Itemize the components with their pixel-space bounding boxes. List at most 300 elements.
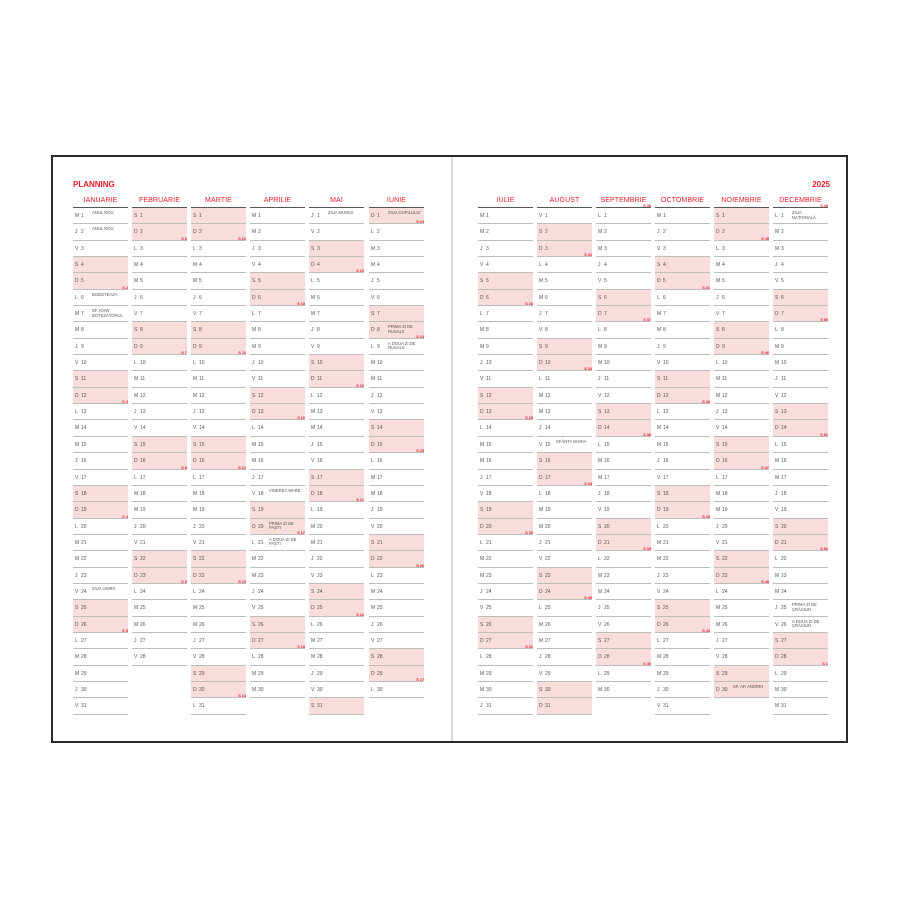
day-row[interactable] [714, 437, 769, 453]
day-row[interactable] [369, 257, 424, 273]
day-row[interactable] [596, 584, 651, 600]
day-row[interactable] [596, 568, 651, 584]
day-row[interactable] [73, 698, 128, 714]
day-row[interactable] [250, 551, 305, 567]
day-row[interactable] [250, 453, 305, 469]
day-row[interactable] [191, 388, 246, 404]
day-row[interactable] [132, 388, 187, 404]
day-row[interactable] [537, 253, 592, 273]
day-row[interactable] [596, 355, 651, 371]
day-row[interactable] [537, 388, 592, 404]
day-row[interactable] [309, 241, 364, 257]
day-row[interactable] [478, 302, 533, 322]
day-row[interactable] [596, 519, 651, 535]
day-row[interactable] [191, 666, 246, 682]
day-row[interactable] [537, 437, 592, 453]
day-row[interactable] [596, 241, 651, 257]
day-row[interactable] [73, 502, 128, 518]
day-row[interactable] [132, 551, 187, 567]
day-row[interactable] [369, 220, 424, 240]
day-row[interactable] [596, 224, 651, 240]
day-row[interactable] [73, 224, 128, 240]
day-row[interactable] [191, 208, 246, 224]
day-row[interactable] [655, 241, 710, 257]
day-row[interactable] [132, 633, 187, 649]
day-row[interactable] [655, 453, 710, 469]
day-row[interactable] [132, 371, 187, 387]
day-row[interactable] [250, 666, 305, 682]
day-row[interactable] [191, 322, 246, 338]
day-row[interactable] [73, 257, 128, 273]
day-row[interactable] [250, 502, 305, 518]
day-row[interactable] [250, 568, 305, 584]
day-row[interactable] [478, 322, 533, 338]
day-row[interactable] [537, 649, 592, 665]
day-row[interactable] [191, 371, 246, 387]
day-row[interactable] [369, 600, 424, 616]
day-row[interactable] [537, 551, 592, 567]
day-row[interactable] [596, 339, 651, 355]
day-row[interactable] [773, 290, 828, 306]
day-row[interactable] [191, 649, 246, 665]
day-row[interactable] [309, 339, 364, 355]
day-row[interactable] [714, 649, 769, 665]
day-row[interactable] [773, 204, 828, 224]
day-row[interactable] [369, 502, 424, 518]
day-row[interactable] [250, 339, 305, 355]
day-row[interactable] [191, 236, 246, 257]
day-row[interactable] [309, 551, 364, 567]
day-row[interactable] [773, 453, 828, 469]
day-row[interactable] [478, 568, 533, 584]
day-row[interactable] [773, 404, 828, 420]
day-row[interactable] [773, 617, 828, 633]
day-row[interactable] [714, 682, 769, 698]
day-row[interactable] [714, 306, 769, 322]
day-row[interactable] [132, 420, 187, 436]
day-row[interactable] [250, 437, 305, 453]
day-row[interactable] [309, 404, 364, 420]
day-row[interactable] [309, 568, 364, 584]
day-row[interactable] [369, 617, 424, 633]
day-row[interactable] [250, 273, 305, 289]
day-row[interactable] [537, 666, 592, 682]
day-row[interactable] [596, 273, 651, 289]
day-row[interactable] [250, 645, 305, 665]
day-row[interactable] [596, 318, 651, 338]
day-row[interactable] [191, 502, 246, 518]
day-row[interactable] [714, 502, 769, 518]
day-row[interactable] [596, 600, 651, 616]
day-row[interactable] [537, 322, 592, 338]
day-row[interactable] [478, 224, 533, 240]
day-row[interactable] [537, 502, 592, 518]
day-row[interactable] [714, 388, 769, 404]
day-row[interactable] [478, 257, 533, 273]
day-row[interactable] [596, 682, 651, 698]
day-row[interactable] [714, 404, 769, 420]
day-row[interactable] [714, 600, 769, 616]
day-row[interactable] [309, 437, 364, 453]
day-row[interactable] [596, 257, 651, 273]
day-row[interactable] [250, 302, 305, 322]
day-row[interactable] [73, 600, 128, 616]
day-row[interactable] [369, 290, 424, 306]
day-row[interactable] [250, 257, 305, 273]
day-row[interactable] [773, 371, 828, 387]
day-row[interactable] [191, 257, 246, 273]
day-row[interactable] [478, 486, 533, 502]
day-row[interactable] [73, 568, 128, 584]
day-row[interactable] [309, 666, 364, 682]
day-row[interactable] [714, 420, 769, 436]
day-row[interactable] [773, 649, 828, 665]
day-row[interactable] [478, 453, 533, 469]
day-row[interactable] [655, 584, 710, 600]
day-row[interactable] [309, 453, 364, 469]
day-row[interactable] [655, 628, 710, 649]
day-row[interactable] [773, 682, 828, 698]
day-row[interactable] [369, 486, 424, 502]
day-row[interactable] [596, 290, 651, 306]
day-row[interactable] [73, 273, 128, 289]
day-row[interactable] [537, 306, 592, 322]
day-row[interactable] [478, 416, 533, 436]
day-row[interactable] [655, 682, 710, 698]
day-row[interactable] [773, 698, 828, 714]
day-row[interactable] [73, 355, 128, 371]
day-row[interactable] [369, 388, 424, 404]
day-row[interactable] [250, 470, 305, 486]
day-row[interactable] [596, 661, 651, 682]
day-row[interactable] [369, 649, 424, 665]
day-row[interactable] [714, 236, 769, 257]
day-row[interactable] [309, 355, 364, 371]
day-row[interactable] [191, 351, 246, 371]
day-row[interactable] [369, 470, 424, 486]
day-row[interactable] [596, 388, 651, 404]
day-row[interactable] [73, 306, 128, 322]
day-row[interactable] [478, 355, 533, 371]
day-row[interactable] [369, 306, 424, 322]
day-row[interactable] [73, 453, 128, 469]
day-row[interactable] [250, 224, 305, 240]
day-row[interactable] [73, 241, 128, 257]
day-row[interactable] [537, 404, 592, 420]
day-row[interactable] [596, 617, 651, 633]
day-row[interactable] [596, 633, 651, 649]
day-row[interactable] [655, 698, 710, 714]
day-row[interactable] [309, 649, 364, 665]
day-row[interactable] [478, 502, 533, 518]
day-row[interactable] [478, 530, 533, 551]
day-row[interactable] [773, 661, 828, 682]
day-row[interactable] [478, 470, 533, 486]
day-row[interactable] [714, 371, 769, 387]
day-row[interactable] [250, 322, 305, 338]
day-row[interactable] [369, 584, 424, 600]
day-row[interactable] [537, 682, 592, 698]
day-row[interactable] [655, 514, 710, 535]
day-row[interactable] [655, 285, 710, 306]
day-row[interactable] [309, 612, 364, 633]
day-row[interactable] [309, 698, 364, 714]
day-row[interactable] [250, 388, 305, 404]
day-row[interactable] [537, 420, 592, 436]
day-row[interactable] [132, 453, 187, 469]
day-row[interactable] [773, 502, 828, 518]
day-row[interactable] [309, 322, 364, 338]
day-row[interactable] [73, 617, 128, 633]
day-row[interactable] [773, 633, 828, 649]
day-row[interactable] [73, 339, 128, 355]
day-row[interactable] [714, 633, 769, 649]
day-row[interactable] [191, 551, 246, 567]
day-row[interactable] [73, 208, 128, 224]
day-row[interactable] [132, 208, 187, 224]
day-row[interactable] [309, 420, 364, 436]
day-row[interactable] [478, 698, 533, 714]
day-row[interactable] [309, 682, 364, 698]
day-row[interactable] [596, 432, 651, 453]
day-row[interactable] [773, 486, 828, 502]
day-row[interactable] [773, 318, 828, 338]
day-row[interactable] [250, 416, 305, 436]
day-row[interactable] [537, 339, 592, 355]
day-row[interactable] [132, 306, 187, 322]
day-row[interactable] [191, 600, 246, 616]
day-row[interactable] [309, 519, 364, 535]
day-row[interactable] [369, 677, 424, 698]
day-row[interactable] [714, 273, 769, 289]
day-row[interactable] [309, 208, 364, 224]
day-row[interactable] [250, 371, 305, 387]
day-row[interactable] [73, 420, 128, 436]
day-row[interactable] [369, 519, 424, 535]
day-row[interactable] [73, 470, 128, 486]
day-row[interactable] [73, 649, 128, 665]
day-row[interactable] [537, 568, 592, 584]
day-row[interactable] [309, 633, 364, 649]
day-row[interactable] [537, 208, 592, 224]
day-row[interactable] [250, 617, 305, 633]
day-row[interactable] [73, 584, 128, 600]
day-row[interactable] [655, 568, 710, 584]
day-row[interactable] [714, 666, 769, 682]
day-row[interactable] [537, 481, 592, 502]
day-row[interactable] [596, 502, 651, 518]
day-row[interactable] [478, 371, 533, 387]
day-row[interactable] [132, 465, 187, 486]
day-row[interactable] [478, 666, 533, 682]
day-row[interactable] [655, 551, 710, 567]
day-row[interactable] [655, 339, 710, 355]
day-row[interactable] [191, 306, 246, 322]
day-row[interactable] [250, 208, 305, 224]
day-row[interactable] [132, 579, 187, 600]
day-row[interactable] [478, 600, 533, 616]
day-row[interactable] [773, 584, 828, 600]
day-row[interactable] [773, 519, 828, 535]
day-row[interactable] [773, 257, 828, 273]
day-row[interactable] [773, 547, 828, 567]
day-row[interactable] [655, 400, 710, 420]
day-row[interactable] [73, 535, 128, 551]
day-row[interactable] [191, 535, 246, 551]
day-row[interactable] [537, 224, 592, 240]
day-row[interactable] [132, 257, 187, 273]
day-row[interactable] [73, 388, 128, 404]
day-row[interactable] [478, 645, 533, 665]
day-row[interactable] [537, 633, 592, 649]
day-row[interactable] [478, 437, 533, 453]
day-row[interactable] [309, 498, 364, 518]
day-row[interactable] [191, 404, 246, 420]
day-row[interactable] [132, 339, 187, 355]
day-row[interactable] [655, 486, 710, 502]
day-row[interactable] [773, 339, 828, 355]
day-row[interactable] [73, 437, 128, 453]
day-row[interactable] [655, 371, 710, 387]
day-row[interactable] [73, 400, 128, 420]
day-row[interactable] [369, 371, 424, 387]
day-row[interactable] [73, 514, 128, 535]
day-row[interactable] [132, 290, 187, 306]
day-row[interactable] [73, 682, 128, 698]
day-row[interactable] [132, 236, 187, 257]
day-row[interactable] [773, 355, 828, 371]
day-row[interactable] [250, 355, 305, 371]
day-row[interactable] [191, 465, 246, 486]
day-row[interactable] [655, 322, 710, 338]
day-row[interactable] [714, 519, 769, 535]
day-row[interactable] [73, 551, 128, 567]
day-row[interactable] [537, 519, 592, 535]
day-row[interactable] [478, 273, 533, 289]
day-row[interactable] [250, 682, 305, 698]
day-row[interactable] [714, 617, 769, 633]
day-row[interactable] [309, 470, 364, 486]
day-row[interactable] [73, 285, 128, 306]
day-row[interactable] [655, 600, 710, 616]
day-row[interactable] [655, 649, 710, 665]
day-row[interactable] [714, 208, 769, 224]
day-row[interactable] [250, 486, 305, 502]
day-row[interactable] [655, 437, 710, 453]
day-row[interactable] [132, 224, 187, 240]
day-row[interactable] [655, 257, 710, 273]
day-row[interactable] [478, 617, 533, 633]
day-row[interactable] [73, 628, 128, 649]
day-row[interactable] [537, 698, 592, 714]
day-row[interactable] [537, 596, 592, 616]
day-row[interactable] [73, 666, 128, 682]
day-row[interactable] [309, 306, 364, 322]
day-row[interactable] [250, 241, 305, 257]
day-row[interactable] [596, 204, 651, 224]
day-row[interactable] [714, 290, 769, 306]
day-row[interactable] [537, 367, 592, 387]
day-row[interactable] [369, 633, 424, 649]
day-row[interactable] [191, 617, 246, 633]
day-row[interactable] [714, 465, 769, 486]
day-row[interactable] [537, 617, 592, 633]
day-row[interactable] [132, 568, 187, 584]
day-row[interactable] [773, 600, 828, 616]
day-row[interactable] [478, 388, 533, 404]
day-row[interactable] [773, 568, 828, 584]
day-row[interactable] [250, 584, 305, 600]
day-row[interactable] [369, 334, 424, 355]
day-row[interactable] [132, 502, 187, 518]
day-row[interactable] [369, 449, 424, 469]
day-row[interactable] [714, 535, 769, 551]
day-row[interactable] [132, 535, 187, 551]
day-row[interactable] [132, 649, 187, 665]
day-row[interactable] [73, 486, 128, 502]
day-row[interactable] [596, 486, 651, 502]
day-row[interactable] [191, 579, 246, 600]
day-row[interactable] [478, 682, 533, 698]
day-row[interactable] [132, 617, 187, 633]
day-row[interactable] [191, 437, 246, 453]
day-row[interactable] [596, 547, 651, 567]
day-row[interactable] [309, 224, 364, 240]
day-row[interactable] [191, 420, 246, 436]
day-row[interactable] [655, 306, 710, 322]
day-row[interactable] [369, 563, 424, 584]
day-row[interactable] [369, 420, 424, 436]
day-row[interactable] [250, 530, 305, 551]
day-row[interactable] [132, 600, 187, 616]
day-row[interactable] [655, 470, 710, 486]
day-row[interactable] [369, 535, 424, 551]
day-row[interactable] [191, 273, 246, 289]
day-row[interactable] [714, 322, 769, 338]
day-row[interactable] [309, 269, 364, 289]
day-row[interactable] [714, 257, 769, 273]
day-row[interactable] [369, 273, 424, 289]
day-row[interactable] [773, 388, 828, 404]
day-row[interactable] [714, 551, 769, 567]
day-row[interactable] [132, 519, 187, 535]
day-row[interactable] [537, 290, 592, 306]
day-row[interactable] [537, 273, 592, 289]
day-row[interactable] [369, 241, 424, 257]
day-row[interactable] [132, 351, 187, 371]
day-row[interactable] [309, 290, 364, 306]
day-row[interactable] [191, 486, 246, 502]
day-row[interactable] [655, 208, 710, 224]
day-row[interactable] [250, 600, 305, 616]
day-row[interactable] [369, 355, 424, 371]
day-row[interactable] [714, 579, 769, 600]
day-row[interactable] [132, 273, 187, 289]
day-row[interactable] [773, 241, 828, 257]
day-row[interactable] [596, 371, 651, 387]
day-row[interactable] [73, 322, 128, 338]
day-row[interactable] [655, 224, 710, 240]
day-row[interactable] [132, 437, 187, 453]
day-row[interactable] [478, 339, 533, 355]
day-row[interactable] [714, 351, 769, 371]
day-row[interactable] [478, 241, 533, 257]
day-row[interactable] [478, 551, 533, 567]
day-row[interactable] [655, 355, 710, 371]
day-row[interactable] [132, 322, 187, 338]
day-row[interactable] [537, 453, 592, 469]
day-row[interactable] [537, 535, 592, 551]
